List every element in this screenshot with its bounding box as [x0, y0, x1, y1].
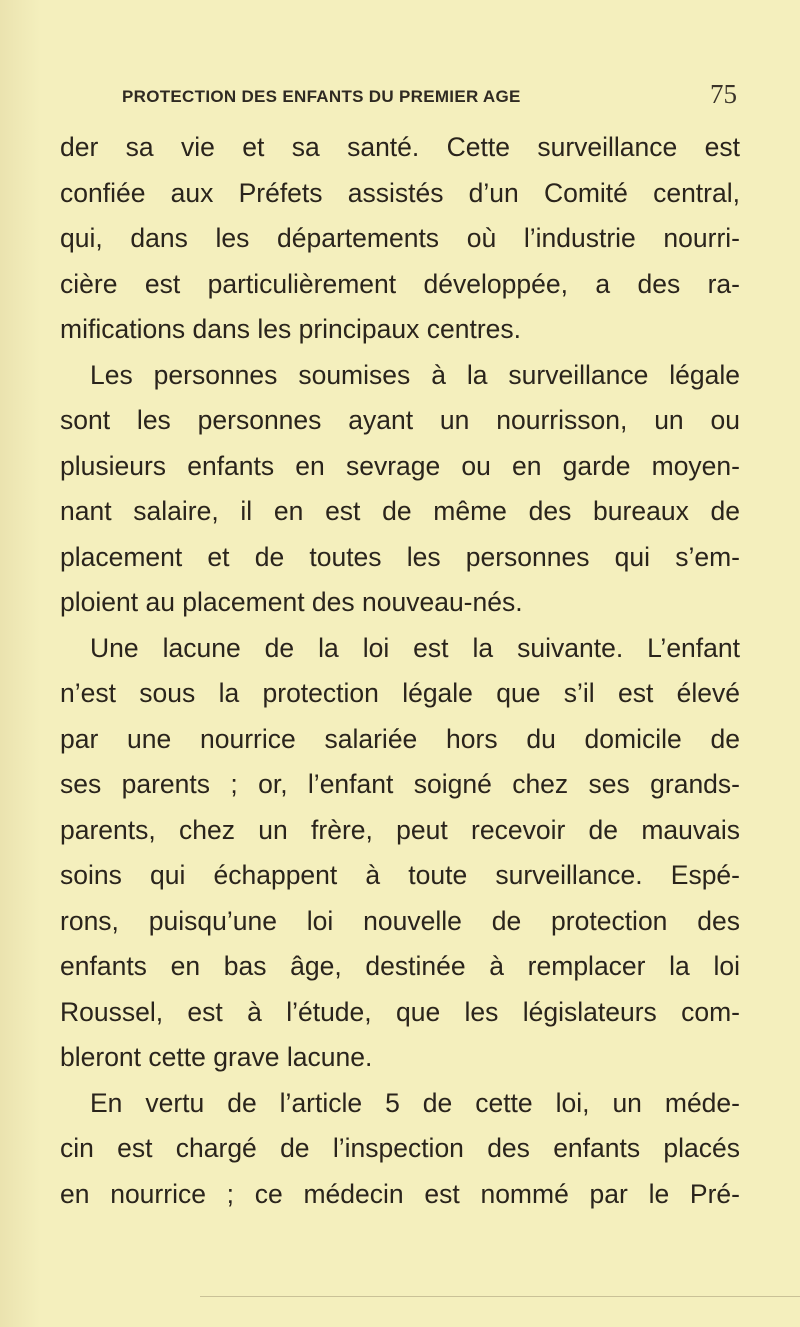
text-line: confiée aux Préfets assistés d’un Comité central,	[60, 177, 740, 208]
text-line: ses parents ; or, l’enfant soigné chez ses grands-	[60, 769, 740, 799]
text-line: en nourrice ; ce médecin est nommé par le Pré-	[60, 1178, 740, 1209]
text-line: par une nourrice salariée hors du domicile de	[60, 723, 740, 754]
text-line: parents, chez un frère, peut recevoir de mauvais	[60, 814, 740, 845]
page-edge-line	[200, 1296, 800, 1297]
running-title: PROTECTION DES ENFANTS DU PREMIER AGE	[122, 87, 521, 106]
running-head	[60, 79, 740, 117]
text-line: Une lacune de la loi est la suivante. L’enfant	[90, 632, 740, 663]
text-line: Roussel, est à l’étude, que les législateurs com-	[60, 996, 740, 1027]
text-line: cin est chargé de l’inspection des enfants placés	[60, 1133, 740, 1163]
text-line: En vertu de l’article 5 de cette loi, un méde-	[90, 1087, 740, 1118]
text-line: soins qui échappent à toute surveillance. Espé-	[60, 860, 740, 890]
text-line: cière est particulièrement développée, a des ra-	[60, 268, 740, 299]
body-text	[60, 125, 740, 1217]
text-line: placement et de toutes les personnes qui s’em-	[60, 541, 740, 572]
text-line: n’est sous la protection légale que s’il est élevé	[60, 678, 740, 708]
text-line: nant salaire, il en est de même des bureaux de	[60, 496, 740, 526]
page-number: 75	[710, 79, 737, 109]
text-line: ploient au placement des nouveau-nés.	[60, 587, 523, 617]
text-line: sont les personnes ayant un nourrisson, un ou	[60, 405, 740, 435]
text-line: rons, puisqu’une loi nouvelle de protection des	[60, 905, 740, 936]
text-line: plusieurs enfants en sevrage ou en garde moyen-	[60, 450, 740, 481]
text-line: bleront cette grave lacune.	[60, 1042, 373, 1072]
text-line: mifications dans les principaux centres.	[60, 314, 522, 344]
text-line: Les personnes soumises à la surveillance légale	[90, 359, 740, 390]
text-line: der sa vie et sa santé. Cette surveillance est	[60, 132, 740, 162]
text-line: qui, dans les départements où l’industrie nourri-	[60, 223, 740, 253]
text-line: enfants en bas âge, destinée à remplacer la loi	[60, 951, 740, 981]
